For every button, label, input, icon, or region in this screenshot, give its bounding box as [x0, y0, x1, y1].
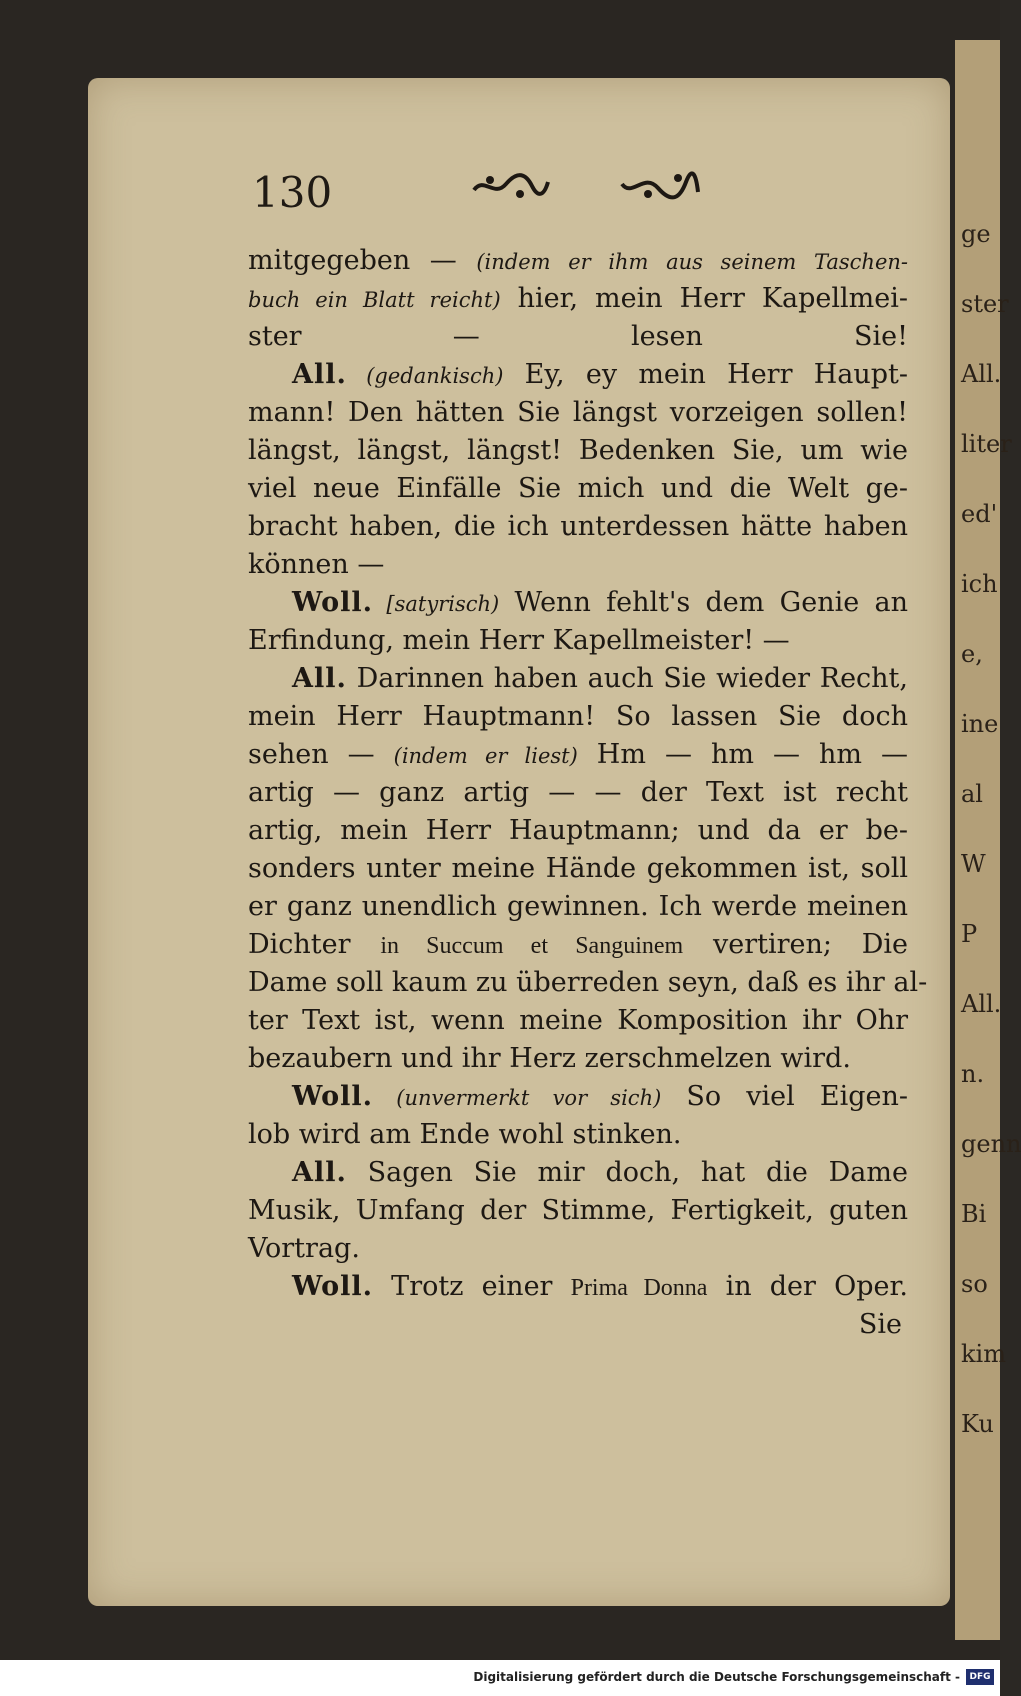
text-line — [248, 584, 908, 622]
speaker-name: All. — [292, 359, 347, 390]
text-segment: artig — ganz artig — — der Text ist recht — [248, 777, 908, 808]
text-line — [248, 432, 908, 470]
stage-direction: (indem er liest) — [393, 744, 578, 768]
facing-page-fragment: so — [961, 1270, 988, 1298]
ornament-right-icon — [620, 168, 700, 204]
text-line — [248, 774, 908, 812]
stage-direction: buch ein Blatt reicht) — [248, 288, 501, 312]
text-line — [248, 1002, 908, 1040]
text-segment: sonders unter meine Hände gekommen ist, soll — [248, 853, 908, 884]
text-segment: in Succum et Sanguinem — [380, 933, 684, 959]
facing-page-fragment: genn — [961, 1130, 1021, 1158]
text-segment: mitgegeben — — [248, 245, 477, 276]
text-segment: Hm — hm — hm — — [577, 739, 908, 770]
text-segment: hier, mein Herr Kapellmei- — [500, 283, 908, 314]
speaker-name: All. — [292, 1157, 347, 1188]
facing-page-fragment: All. — [961, 360, 1002, 388]
text-line — [248, 1040, 908, 1078]
facing-page-fragment: All. — [961, 990, 1002, 1018]
main-text — [248, 242, 928, 1344]
text-segment: bracht haben, die ich unterdessen hätte haben — [248, 511, 908, 542]
stage-direction: [satyrisch) — [373, 592, 500, 616]
text-line — [248, 1116, 908, 1154]
text-segment: Prima Donna — [570, 1275, 708, 1301]
facing-page-fragment: ster — [961, 290, 1009, 318]
text-segment: artig, mein Herr Hauptmann; und da er be- — [248, 815, 908, 846]
facing-page-fragment: liter — [961, 430, 1012, 458]
dfg-logo: DFG — [966, 1669, 994, 1685]
text-segment: So viel Eigen- — [661, 1081, 908, 1112]
text-line — [248, 394, 908, 432]
funding-notice: Digitalisierung gefördert durch die Deutsche Forschungsgemeinschaft - — [473, 1670, 960, 1684]
text-segment: mein Herr Hauptmann! So lassen Sie doch — [248, 701, 908, 732]
text-segment: Sagen Sie mir doch, hat die Dame — [346, 1157, 908, 1188]
facing-page-fragment: e, — [961, 640, 983, 668]
text-line — [248, 888, 908, 926]
footer-bar — [0, 1660, 1000, 1696]
text-segment: längst, längst, längst! Bedenken Sie, um wie — [248, 435, 908, 466]
text-line — [248, 356, 908, 394]
text-line — [248, 470, 908, 508]
text-segment: Musik, Umfang der Stimme, Fertigkeit, guten — [248, 1195, 908, 1226]
text-line — [248, 736, 908, 774]
facing-page-fragment: W — [961, 850, 986, 878]
stage-direction: (unvermerkt vor sich) — [373, 1086, 662, 1110]
text-line — [248, 622, 908, 660]
text-line — [248, 660, 908, 698]
text-segment: ter Text ist, wenn meine Komposition ihr Ohr — [248, 1005, 908, 1036]
facing-page-fragment: ge — [961, 220, 991, 248]
text-segment: Sie — [858, 1309, 902, 1340]
text-line — [248, 964, 928, 1002]
text-segment: mann! Den hätten Sie längst vorzeigen sollen! — [248, 397, 908, 428]
text-segment: Trotz einer — [373, 1271, 571, 1302]
text-segment: lob wird am Ende wohl stinken. — [248, 1119, 682, 1150]
text-line — [248, 1154, 908, 1192]
text-line — [248, 1268, 908, 1306]
text-line — [248, 812, 908, 850]
text-segment: ster — lesen Sie! — [248, 321, 908, 352]
text-line — [248, 1192, 908, 1230]
page-number: 130 — [252, 168, 333, 217]
speaker-name: Woll. — [292, 1271, 374, 1302]
facing-page-edge — [955, 40, 1021, 1640]
facing-page-fragment: kim — [961, 1340, 1006, 1368]
speaker-name: Woll. — [292, 587, 374, 618]
text-segment: sehen — — [248, 739, 394, 770]
text-segment: Ey, ey mein Herr Haupt- — [503, 359, 908, 390]
text-line — [248, 850, 908, 888]
text-segment: vertiren; Die — [683, 929, 908, 960]
speaker-name: All. — [292, 663, 347, 694]
facing-page-fragment: ed' — [961, 500, 998, 528]
text-segment: Dichter — [248, 929, 381, 960]
text-line — [248, 508, 908, 546]
speaker-name: Woll. — [292, 1081, 374, 1112]
facing-page-fragment: n. — [961, 1060, 985, 1088]
text-segment: er ganz unendlich gewinnen. Ich werde meinen — [248, 891, 908, 922]
stage-direction: (gedankisch) — [346, 364, 504, 388]
text-segment: in der Oper. — [707, 1271, 908, 1302]
text-segment: Dame soll kaum zu überreden seyn, daß es ihr al- — [248, 967, 928, 998]
text-segment: Darinnen haben auch Sie wieder Recht, — [346, 663, 908, 694]
facing-page-fragment: al — [961, 780, 983, 808]
facing-page-fragment: P — [961, 920, 978, 948]
text-segment: Erfindung, mein Herr Kapellmeister! — — [248, 625, 790, 656]
text-line — [248, 1078, 908, 1116]
text-line — [248, 242, 908, 280]
facing-page-fragment: Ku — [961, 1410, 994, 1438]
text-line — [248, 280, 908, 318]
text-segment: viel neue Einfälle Sie mich und die Welt ge- — [248, 473, 908, 504]
text-line — [248, 1306, 908, 1344]
text-line — [248, 926, 908, 964]
facing-page-fragment: ich — [961, 570, 998, 598]
facing-page-fragment: Bi — [961, 1200, 987, 1228]
text-segment: Wenn fehlt's dem Genie an — [499, 587, 908, 618]
ornament-left-icon — [470, 168, 550, 204]
text-segment: können — — [248, 549, 385, 580]
stage-direction: (indem er ihm aus seinem Taschen- — [476, 250, 908, 274]
text-segment: Vortrag. — [248, 1233, 360, 1264]
text-line — [248, 698, 908, 736]
text-line — [248, 546, 908, 584]
text-line — [248, 318, 908, 356]
text-segment: bezaubern und ihr Herz zerschmelzen wird. — [248, 1043, 851, 1074]
text-line — [248, 1230, 908, 1268]
facing-page-fragment: ine — [961, 710, 999, 738]
